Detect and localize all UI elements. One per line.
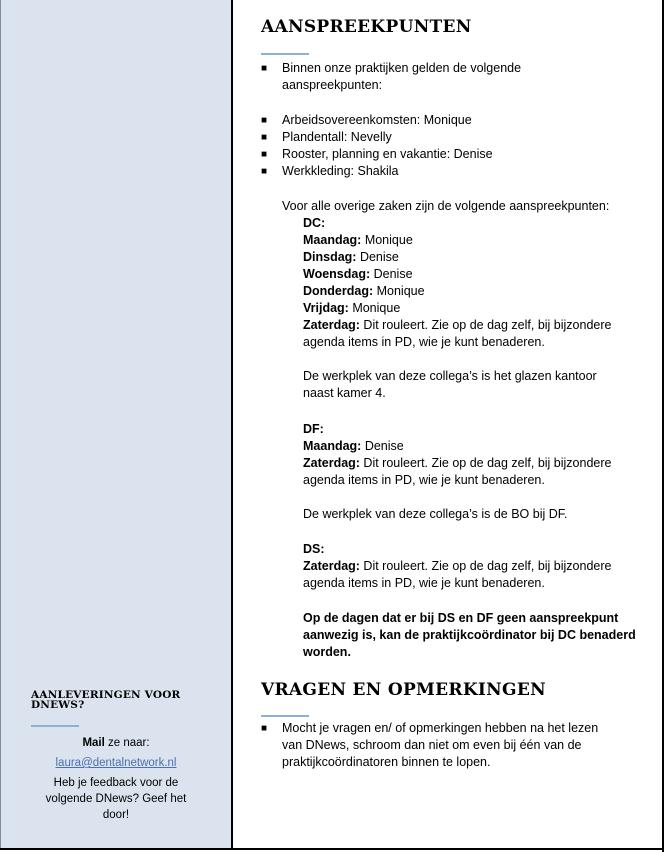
page-border-bottom bbox=[0, 848, 664, 850]
sidebar-heading: AANLEVERINGEN VOOR DNEWS? bbox=[31, 689, 181, 711]
bullet-item: Rooster, planning en vakantie: Denise bbox=[282, 147, 493, 161]
feedback-line-1: Heb je feedback voor de bbox=[53, 777, 179, 789]
df-block: DF: Maandag: Denise Zaterdag: Dit rouleert. Zie op de dag zelf, bij bijzondere agenda items in PD, wie je kunt benaderen. De werkplek van deze collega’s is de BO bij DF. bbox=[303, 422, 612, 521]
section-divider bbox=[261, 715, 309, 717]
dc-block: DC: Maandag: Monique Dinsdag: Denise Woensdag: Denise Donderdag: Monique Vrijdag: Monique Zaterdag: Dit rouleert. Zie op de dag zelf, bij bijzondere agenda items in PD, wie je kunt benaderen. De werkplek van deze collega’s is het glazen kantoor naast kamer 4. bbox=[303, 216, 612, 400]
intro-text: Binnen onze praktijken gelden de volgende aanspreekpunten: bbox=[282, 61, 522, 92]
email-link[interactable]: laura@dentalnetwork.nl bbox=[55, 757, 177, 769]
feedback-line-2: volgende DNews? Geef het bbox=[45, 793, 187, 805]
note-text: Op de dagen dat er bij DS en DF geen aanspreekpunt aanwezig is, kan de praktijkcoördinator bij DC benaderd worden. bbox=[303, 611, 636, 659]
dc-day: Dinsdag: Denise bbox=[303, 250, 399, 264]
bullet-icon: ■ bbox=[261, 132, 268, 143]
bullet-item: Werkkleding: Shakila bbox=[282, 164, 399, 178]
dc-zaterdag: Zaterdag: Dit rouleert. Zie op de dag zelf, bij bijzondere bbox=[303, 318, 612, 332]
bullet-item: Plandentall: Nevelly bbox=[282, 130, 392, 144]
bullet-icon: ■ bbox=[261, 63, 268, 74]
bullet-icon: ■ bbox=[261, 723, 268, 734]
bullet-icon: ■ bbox=[261, 166, 268, 177]
feedback-line-3: door! bbox=[102, 809, 130, 821]
sidebar-divider bbox=[31, 725, 79, 727]
bullet-icon: ■ bbox=[261, 149, 268, 160]
section-title-vragen: VRAGEN EN OPMERKINGEN bbox=[261, 680, 546, 700]
email-link-row bbox=[1, 755, 231, 771]
section-divider bbox=[261, 53, 309, 55]
section-title-aanspreekpunten: AANSPREEKPUNTEN bbox=[261, 17, 472, 37]
df-maandag: Maandag: Denise bbox=[303, 439, 404, 453]
dc-day: Woensdag: Denise bbox=[303, 267, 413, 281]
bullet-item: Arbeidsovereenkomsten: Monique bbox=[282, 113, 472, 127]
overige-text: Voor alle overige zaken zijn de volgende aanspreekpunten: bbox=[282, 199, 610, 213]
bullet-icon: ■ bbox=[261, 115, 268, 126]
mail-line: Mail ze naar: bbox=[82, 737, 150, 749]
dc-day: Vrijdag: Monique bbox=[303, 301, 401, 315]
main-content bbox=[232, 0, 664, 852]
df-zaterdag: Zaterdag: Dit rouleert. Zie op de dag zelf, bij bijzondere bbox=[303, 456, 612, 470]
dc-day: Donderdag: Monique bbox=[303, 284, 425, 298]
ds-block: DS: Zaterdag: Dit rouleert. Zie op de dag zelf, bij bijzondere agenda items in PD, wie je kunt benaderen. bbox=[303, 542, 612, 590]
sidebar bbox=[0, 0, 233, 848]
ds-zaterdag: Zaterdag: Dit rouleert. Zie op de dag zelf, bij bijzondere bbox=[303, 559, 612, 573]
dc-day: Maandag: Monique bbox=[303, 233, 413, 247]
vragen-text: Mocht je vragen en/ of opmerkingen hebben na het lezen van DNews, schroom dan niet om even bij één van de praktijkcoördinatoren binnen te lopen. bbox=[282, 721, 599, 769]
